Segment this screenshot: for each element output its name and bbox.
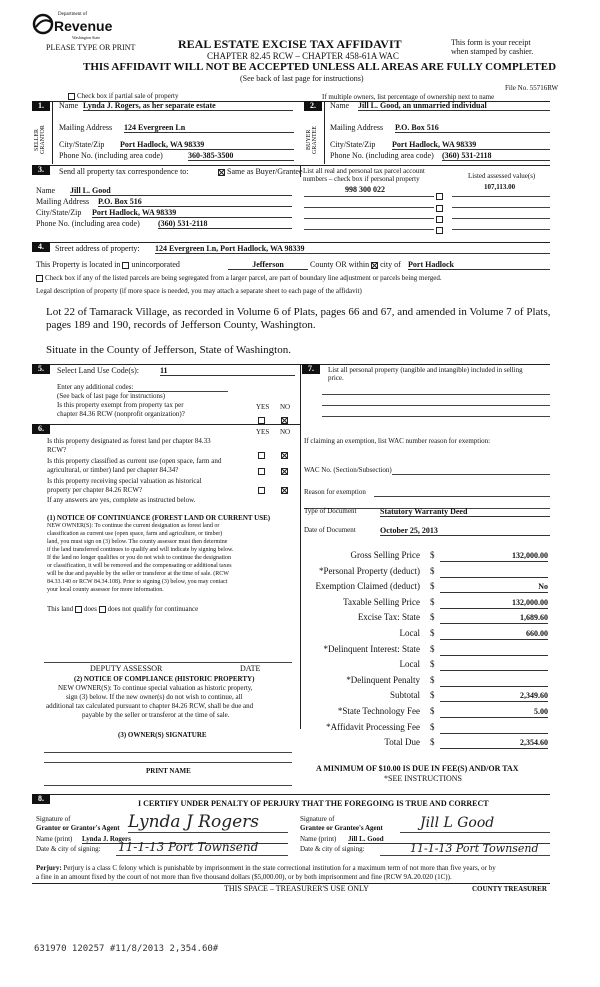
parcel-list-label-1: List all real and personal tax parcel account — [303, 167, 425, 175]
seller-name: Lynda J. Rogers, as her separate estate — [83, 101, 293, 111]
tax-row-label: *Personal Property (deduct) — [319, 566, 420, 576]
legal-description-2: pages 189 and 190, records of Jefferson County, Washington. — [46, 319, 316, 331]
does-not-label: does not qualify for continuance — [107, 605, 199, 613]
notice-continuance-line-3: land, you must sign on (3) below. The county assessor must then determine — [47, 539, 228, 545]
exempt-question-2: chapter 84.36 RCW (nonprofit organization)? — [57, 410, 185, 418]
dollar-sign: $ — [430, 722, 435, 732]
tax-row-value — [440, 723, 548, 734]
location-line — [36, 260, 180, 269]
s6-yes-header: YES — [256, 428, 270, 436]
tax-row-value: 2,354.60 — [440, 738, 548, 749]
exempt-yes-header: YES — [256, 403, 270, 411]
minimum-fee-note: A MINIMUM OF $10.00 IS DUE IN FEE(S) AND/OR TAX — [316, 764, 519, 773]
notice-continuance-line-9: your local county assessor for more information. — [47, 587, 164, 593]
partial-sale-label: Check box if partial sale of property — [77, 92, 179, 100]
county-treasurer-label: COUNTY TREASURER — [472, 885, 547, 893]
form-title: REAL ESTATE EXCISE TAX AFFIDAVIT — [178, 37, 402, 51]
grantor-date-label: Date & city of signing: — [36, 845, 101, 853]
dollar-sign: $ — [430, 628, 435, 638]
notice-compliance-line-3: additional tax calculated pursuant to chapter 84.26 RCW, shall be due and — [46, 702, 254, 710]
revenue-logo-icon — [32, 13, 54, 35]
dollar-sign: $ — [430, 581, 435, 591]
section-2-number: 2. — [304, 101, 322, 111]
historic-question-2: property per chapter 84.26 RCW? — [47, 486, 143, 494]
tax-contact-phone: (360) 531-2118 — [158, 219, 292, 229]
buyer-phone: (360) 531-2118 — [442, 151, 550, 161]
notice-continuance-line-2: classification as current use (open space, farm and agriculture, or timber) — [47, 531, 223, 537]
seller-name-label: Name — [59, 101, 79, 110]
grantee-sig-of: Signature of — [300, 815, 335, 823]
receipt-note-2: when stamped by cashier. — [451, 47, 534, 56]
dept-state: Washington State — [72, 35, 101, 40]
current-use-yes-checkbox[interactable] — [258, 462, 267, 480]
notice-continuance-title: (1) NOTICE OF CONTINUANCE (FOREST LAND OR CURRENT USE) — [47, 514, 271, 522]
see-back-note: (See back of last page for instructions) — [240, 74, 364, 83]
dollar-sign: $ — [430, 659, 435, 669]
exempt-question-1: Is this property exempt from property tax per — [57, 401, 184, 409]
tax-row-value: 132,000.00 — [440, 598, 548, 609]
deputy-assessor-label: DEPUTY ASSESSOR — [90, 664, 163, 673]
warning-banner: THIS AFFIDAVIT WILL NOT BE ACCEPTED UNLESS ALL AREAS ARE FULLY COMPLETED — [83, 61, 557, 73]
notice-continuance-line-4: if the land transferred continues to qualify and will indicate by signing below. — [47, 547, 234, 553]
tax-row-value: 132,000.00 — [440, 551, 548, 562]
parcel-number: 998 300 022 — [345, 185, 385, 194]
checkbox-icon[interactable] — [36, 275, 43, 282]
notice-continuance-line-5: If the land no longer qualifies or you do not wish to continue the designation — [47, 555, 231, 561]
parcel-list-label-2: numbers – check box if personal property — [303, 175, 420, 183]
section-6-number: 6. — [32, 424, 50, 434]
owners-signature-label: (3) OWNER(S) SIGNATURE — [118, 731, 207, 739]
grantor-name: Lynda J. Rogers — [82, 835, 288, 844]
notice-compliance-line-4: payable by the seller or transferor at the time of sale. — [82, 711, 230, 719]
property-city: Port Hadlock — [408, 260, 550, 270]
checkbox-icon[interactable] — [68, 93, 75, 100]
tax-row-label: *Delinquent Penalty — [346, 675, 420, 685]
land-use-label: Select Land Use Code(s): — [57, 366, 139, 375]
grantor-sig-of: Signature of — [36, 815, 71, 823]
county-or: County OR — [310, 260, 347, 269]
revenue-logo — [32, 11, 112, 43]
see-instructions-note: *SEE INSTRUCTIONS — [384, 774, 463, 783]
grantee-name: Jill L. Good — [348, 835, 550, 844]
forest-question-1: Is this property designated as forest land per chapter 84.33 — [47, 437, 211, 445]
county-or-label — [310, 260, 401, 269]
notice-compliance-line-2: sign (3) below. If the new owner(s) do not wish to continue, all — [66, 693, 243, 701]
doc-type: Statutory Warranty Deed — [380, 507, 550, 517]
checked-checkbox-icon[interactable] — [281, 487, 288, 494]
grantee-name-label: Name (print) — [300, 835, 337, 843]
grantor-agent-label: Grantor or Grantor's Agent — [36, 824, 120, 832]
dept-big: Revenue — [54, 18, 113, 34]
tax-row-value: No — [440, 582, 548, 593]
tax-row-value: 2,349.60 — [440, 691, 548, 702]
tax-row-label: *State Technology Fee — [337, 706, 420, 716]
tax-row-value — [440, 567, 548, 578]
unincorporated-label: unincorporated — [131, 260, 180, 269]
dollar-sign: $ — [430, 675, 435, 685]
answers-yes-note: If any answers are yes, complete as instructed below. — [47, 496, 196, 504]
tax-row-label: Total Due — [384, 737, 420, 747]
tax-contact-city: Port Hadlock, WA 98339 — [92, 208, 292, 218]
tax-contact-mailing: P.O. Box 516 — [98, 197, 292, 207]
grantor-date-city[interactable]: 11-1-13 Port Townsend — [118, 840, 259, 854]
seller-phone-label: Phone No. (including area code) — [59, 151, 163, 160]
assessed-value: 107,113.00 — [484, 183, 516, 191]
checkbox-icon[interactable] — [258, 468, 265, 475]
file-number: File No. 55716RW — [505, 84, 559, 92]
dollar-sign: $ — [430, 566, 435, 576]
wac-label: WAC No. (Section/Subsection) — [304, 466, 392, 474]
parcel-personal-checkbox-4[interactable] — [436, 221, 445, 239]
dollar-sign: $ — [430, 706, 435, 716]
buyer-side-label: BUYER GRANTEE — [306, 126, 318, 154]
forest-question-2: RCW? — [47, 446, 67, 454]
tax-contact-city-label: City/State/Zip — [36, 208, 82, 217]
section-4-number: 4. — [32, 242, 50, 252]
current-use-no-checkbox[interactable] — [281, 462, 290, 480]
reason-label: Reason for exemption — [304, 488, 366, 496]
buyer-city-label: City/State/Zip — [330, 140, 376, 149]
certify-statement: I CERTIFY UNDER PENALTY OF PERJURY THAT THE FOREGOING IS TRUE AND CORRECT — [138, 799, 489, 808]
seller-city: Port Hadlock, WA 98339 — [120, 140, 294, 150]
tax-contact-phone-label: Phone No. (including area code) — [36, 219, 140, 228]
same-as-buyer-checkbox[interactable] — [218, 167, 303, 176]
section-5-number: 5. — [32, 364, 50, 374]
seller-mailing: 124 Evergreen Ln — [124, 123, 294, 133]
seller-side-label: SELLER GRANTOR — [34, 125, 46, 155]
tax-row-label: Local — [399, 659, 420, 669]
receipt-note-1: This form is your receipt — [451, 38, 531, 47]
dollar-sign: $ — [430, 550, 435, 560]
s6-no-header: NO — [280, 428, 291, 436]
buyer-city: Port Hadlock, WA 98339 — [392, 140, 550, 150]
cashier-stamp: 631970 120257 #11/8/2013 2,354.60# — [34, 944, 219, 954]
tax-row-label: Subtotal — [389, 690, 420, 700]
dollar-sign: $ — [430, 644, 435, 654]
does-label: does — [84, 605, 97, 613]
checkbox-icon[interactable] — [258, 487, 265, 494]
perjury-line-1 — [36, 864, 496, 872]
tax-row-label: *Affidavit Processing Fee — [326, 722, 420, 732]
continuance-qualify-line — [47, 605, 198, 613]
notice-continuance-line-1: NEW OWNER(S): To continue the current designation as forest land or — [47, 523, 220, 529]
buyer-mailing: P.O. Box 516 — [395, 123, 550, 133]
additional-codes-label: Enter any additional codes: — [57, 383, 134, 391]
assessor-date-label: DATE — [240, 664, 261, 673]
land-use-code: 11 — [160, 366, 295, 376]
multiple-owners-note: If multiple owners, list percentage of ownership next to name — [322, 93, 495, 101]
personal-property-label-1: List all personal property (tangible and intangible) included in selling — [328, 366, 523, 374]
checkbox-icon[interactable] — [258, 452, 265, 459]
street-address: 124 Evergreen Ln, Port Hadlock, WA 98339 — [155, 244, 550, 254]
dollar-sign: $ — [430, 597, 435, 607]
tax-contact-mailing-label: Mailing Address — [36, 197, 90, 206]
current-use-question-1: Is this property classified as current use (open space, farm and — [47, 457, 222, 465]
partial-sale-checkbox[interactable] — [68, 92, 178, 100]
tax-contact-name: Jill L. Good — [70, 186, 292, 196]
treasurer-space: THIS SPACE – TREASURER'S USE ONLY — [224, 884, 369, 893]
segregated-checkbox[interactable] — [36, 274, 442, 282]
seller-mailing-label: Mailing Address — [59, 123, 113, 132]
current-use-question-2: agricultural, or timber) land per chapter 84.34? — [47, 466, 179, 474]
assessed-value-label: Listed assessed value(s) — [468, 172, 536, 180]
send-correspondence-label: Send all property tax correspondence to: — [59, 167, 189, 176]
notice-compliance-title: (2) NOTICE OF COMPLIANCE (HISTORIC PROPERTY) — [74, 675, 255, 683]
within-label: within — [348, 260, 370, 269]
dollar-sign: $ — [430, 737, 435, 747]
seller-phone: 360-385-3500 — [188, 151, 294, 161]
tax-row-label: *Delinquent Interest: State — [323, 644, 420, 654]
situate-line: Situate in the County of Jefferson, State of Washington. — [46, 344, 291, 356]
tax-row-value — [440, 676, 548, 687]
notice-continuance-line-8: 84.33.140 or RCW 84.34.108). Prior to signing (3) below, you may contact — [47, 579, 228, 585]
this-land-label: This land — [47, 605, 74, 613]
notice-compliance-line-1: NEW OWNER(S): To continue special valuation as historic property, — [58, 684, 253, 692]
buyer-name-label: Name — [330, 101, 350, 110]
checked-checkbox-icon[interactable] — [218, 169, 225, 176]
tax-contact-name-label: Name — [36, 186, 56, 195]
checkbox-icon[interactable] — [436, 227, 443, 234]
location-prefix: This Property is located in — [36, 260, 121, 269]
county-name: Jefferson — [228, 260, 308, 270]
exemption-claim-label: If claiming an exemption, list WAC number reason for exemption: — [304, 437, 491, 445]
dollar-sign: $ — [430, 690, 435, 700]
tax-row-value: 5.00 — [440, 707, 548, 718]
buyer-phone-label: Phone No. (including area code) — [330, 151, 434, 160]
exempt-no-header: NO — [280, 403, 291, 411]
notice-continuance-line-6: or classification, it will be removed and the compensating or additional taxes — [47, 563, 232, 569]
seller-city-label: City/State/Zip — [59, 140, 105, 149]
see-back-5: (See back of last page for instructions) — [57, 392, 166, 400]
street-address-label: Street address of property: — [55, 244, 140, 253]
checked-checkbox-icon[interactable] — [281, 452, 288, 459]
segregated-label: Check box if any of the listed parcels are being segregated from a larger parcel, are part of boundary line adjustment or parcels being merged. — [45, 274, 442, 282]
print-name-label: PRINT NAME — [146, 767, 191, 775]
form-chapter: CHAPTER 82.45 RCW – CHAPTER 458-61A WAC — [207, 51, 399, 61]
section-3-number: 3. — [32, 165, 50, 175]
does-checkbox[interactable] — [75, 606, 82, 613]
checkbox-icon[interactable] — [258, 417, 265, 424]
grantee-date-city[interactable]: 11-1-13 Port Townsend — [410, 842, 539, 855]
doc-date-label: Date of Document — [304, 526, 356, 534]
grantee-date-label: Date & city of signing: — [300, 845, 365, 853]
grantee-signature[interactable]: Jill L Good — [420, 815, 495, 831]
grantee-agent-label: Grantee or Grantee's Agent — [300, 824, 383, 832]
grantor-signature[interactable]: Lynda J Rogers — [128, 812, 260, 832]
notice-continuance-line-7: will be due and payable by the seller or transferor at the time of sale. (RCW — [47, 571, 229, 577]
unincorporated-checkbox[interactable] — [122, 262, 129, 269]
buyer-name: Jill L. Good, an unmarried individual — [358, 101, 550, 111]
checked-checkbox-icon[interactable] — [281, 417, 288, 424]
tax-row-label: Taxable Selling Price — [343, 597, 420, 607]
city-of-label: city of — [380, 260, 401, 269]
perjury-line-2: a fine in an amount fixed by the court of not more than five thousand dollars ($5,000.00), or by both imprisonment and fine (RCW 9A.20.020 (1C)). — [36, 873, 452, 881]
personal-property-label-2: price. — [328, 374, 344, 382]
historic-no-checkbox[interactable] — [281, 481, 290, 499]
dept-small: Department of — [58, 12, 88, 17]
grantor-name-label: Name (print) — [36, 835, 73, 843]
dollar-sign: $ — [430, 612, 435, 622]
tax-row-label: Local — [399, 628, 420, 638]
tax-row-value — [440, 660, 548, 671]
historic-question-1: Is this property receiving special valuation as historical — [47, 477, 202, 485]
tax-row-value: 1,689.60 — [440, 613, 548, 624]
tax-row-label: Excise Tax: State — [357, 612, 420, 622]
section-8-number: 8. — [32, 794, 50, 804]
doc-type-label: Type of Document — [304, 507, 357, 515]
buyer-mailing-label: Mailing Address — [330, 123, 384, 132]
exempt-no-checkbox[interactable] — [281, 411, 290, 429]
section-7-number: 7. — [302, 364, 320, 374]
tax-row-value: 660.00 — [440, 629, 548, 640]
historic-yes-checkbox[interactable] — [258, 481, 267, 499]
tax-row-value — [440, 645, 548, 656]
same-as-buyer-label: Same as Buyer/Grantee — [227, 167, 303, 176]
doc-date: October 25, 2013 — [380, 526, 550, 536]
legal-description-1: Lot 22 of Tamarack Village, as recorded in Volume 6 of Plats, pages 66 and 67, and amended in Volume 7 of Plats, — [46, 306, 551, 318]
does-not-checkbox[interactable] — [99, 606, 106, 613]
legal-description-label: Legal description of property (if more space is needed, you may attach a separate sheet to each page of the affidavit) — [36, 287, 362, 295]
within-city-checkbox[interactable] — [371, 262, 378, 269]
please-type: PLEASE TYPE OR PRINT — [46, 43, 136, 52]
exempt-yes-checkbox[interactable] — [258, 411, 267, 429]
perjury-label: Perjury: — [36, 864, 62, 872]
tax-row-label: Exemption Claimed (deduct) — [315, 581, 420, 591]
checked-checkbox-icon[interactable] — [281, 468, 288, 475]
perjury-text-1: Perjury is a class C felony which is punishable by imprisonment in the state correctional institution for a maximum term of not more than five years, or by — [63, 864, 496, 872]
tax-row-label: Gross Selling Price — [350, 550, 420, 560]
section-1-number: 1. — [32, 101, 50, 111]
